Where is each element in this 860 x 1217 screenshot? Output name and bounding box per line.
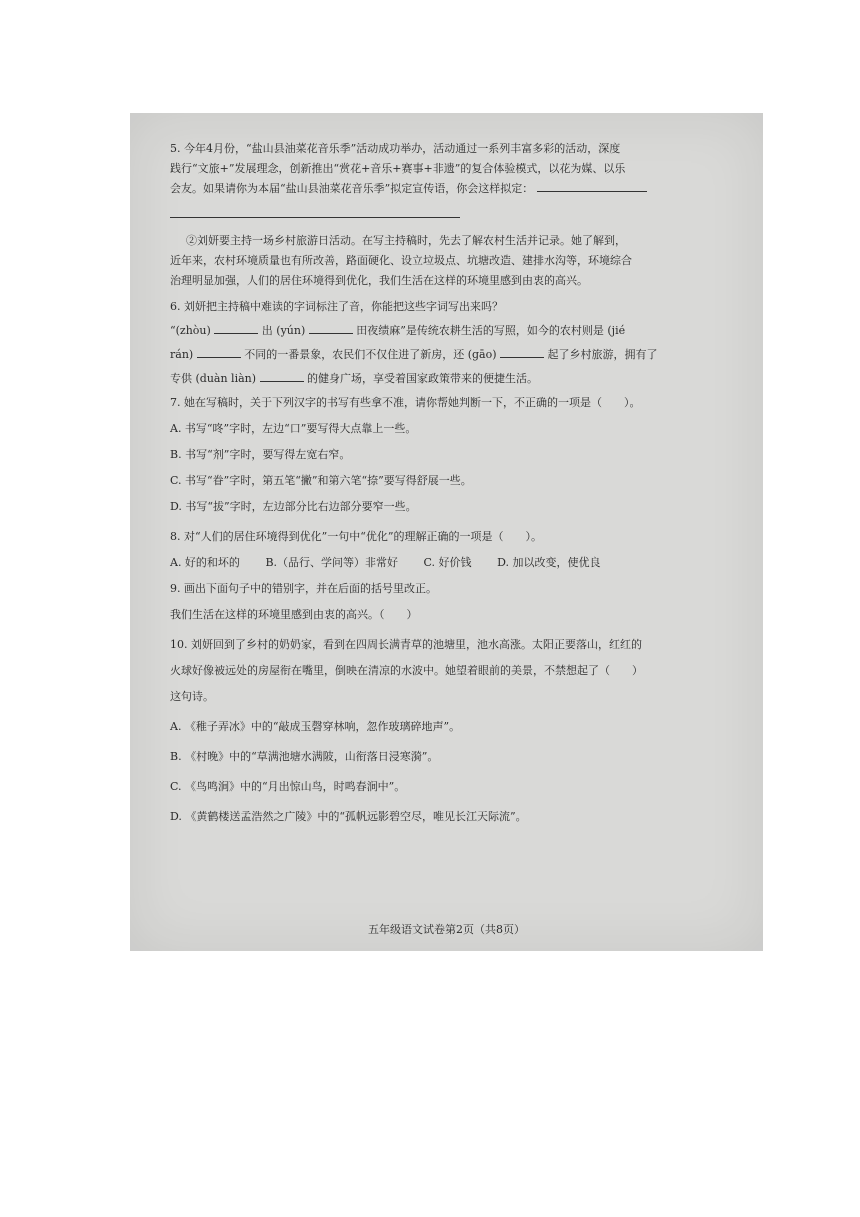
q6-line2	[170, 345, 730, 365]
q8-title: 8. 对“人们的居住环境得到优化”一句中“优化”的理解正确的一项是（ ）。	[170, 530, 542, 543]
passage-line1: ②刘妍要主持一场乡村旅游日活动。在写主持稿时，先去了解农村生活并记录。她了解到，	[186, 234, 626, 247]
q8-option-d[interactable]: D. 加以改变，使优良	[497, 556, 601, 569]
q6-l3a: 专供 (duàn liàn)	[170, 372, 257, 385]
q5-answer-blank-1[interactable]	[537, 180, 647, 192]
q7-option-d[interactable]: D. 书写“拔”字时，左边部分比右边部分要窄一些。	[170, 500, 417, 513]
q5-answer-blank-2[interactable]	[170, 206, 460, 218]
q6-l1c: 田夜绩麻”是传统农耕生活的写照，如今的农村则是 (jié	[356, 324, 626, 337]
q6-title: 6. 刘妍把主持稿中难读的字词标注了音，你能把这些字词写出来吗？	[170, 300, 503, 313]
exam-content	[170, 133, 730, 827]
q5-line2: 践行“文旅+”发展理念，创新推出“赏花+音乐+赛事+非遗”的复合体验模式，以花为媒、以乐	[170, 162, 626, 175]
q6-line1	[170, 321, 730, 341]
q5-line3-text: 会友。如果请你为本届“盐山县油菜花音乐季”拟定宣传语，你会这样拟定：	[170, 182, 534, 195]
passage-line3: 治理明显加强，人们的居住环境得到优化，我们生活在这样的环境里感到由衷的高兴。	[170, 274, 588, 287]
q10-option-d[interactable]: D. 《黄鹤楼送孟浩然之广陵》中的“孤帆远影碧空尽，唯见长江天际流”。	[170, 810, 527, 823]
q6-blank-1[interactable]	[214, 322, 258, 334]
q8-option-c[interactable]: C. 好价钱	[423, 556, 472, 569]
q5-line1: 5. 今年4月份，“盐山县油菜花音乐季”活动成功举办，活动通过一系列丰富多彩的活动，深度	[170, 142, 621, 155]
q6-l2b: 不同的一番景象，农民们不仅住进了新房，还 (gāo)	[244, 348, 497, 361]
q7-option-c[interactable]: C. 书写“眷”字时，第五笔“撇”和第六笔“捺”要写得舒展一些。	[170, 474, 472, 487]
q5-answer-line-2	[170, 205, 730, 225]
q9-title: 9. 画出下面句子中的错别字，并在后面的括号里改正。	[170, 582, 437, 595]
q5-line3	[170, 179, 730, 199]
q8-options	[170, 553, 730, 573]
q6-blank-4[interactable]	[500, 346, 544, 358]
q6-l2a: rán)	[170, 348, 194, 361]
q6-line3	[170, 369, 730, 389]
q6-blank-5[interactable]	[260, 370, 304, 382]
q7-option-b[interactable]: B. 书写“剂”字时，要写得左宽右窄。	[170, 448, 351, 461]
exam-paper-photo	[130, 113, 763, 951]
q10-option-c[interactable]: C. 《鸟鸣涧》中的“月出惊山鸟，时鸣春涧中”。	[170, 780, 406, 793]
q10-line1: 10. 刘妍回到了乡村的奶奶家，看到在四周长满青草的池塘里，池水高涨。太阳正要落山，红红的	[170, 638, 642, 651]
q10-option-a[interactable]: A. 《稚子弄冰》中的“敲成玉磬穿林响，忽作玻璃碎地声”。	[170, 720, 461, 733]
q8-option-a[interactable]: A. 好的和坏的	[170, 556, 240, 569]
q6-l2c: 起了乡村旅游，拥有了	[547, 348, 658, 361]
q6-blank-3[interactable]	[197, 346, 241, 358]
q7-title: 7. 她在写稿时，关于下列汉字的书写有些拿不准，请你帮她判断一下，不正确的一项是（ ）。	[170, 396, 641, 409]
passage-line2: 近年来，农村环境质量也有所改善，路面硬化、设立垃圾点、坑塘改造、建排水沟等，环境综合	[170, 254, 632, 267]
page-footer: 五年级语文试卷第2页（共8页）	[368, 923, 525, 936]
q6-l1b: 出 (yún)	[261, 324, 306, 337]
q10-option-b[interactable]: B. 《村晚》中的“草满池塘水满陂，山衔落日浸寒漪”。	[170, 750, 439, 763]
q9-sentence[interactable]: 我们生活在这样的环境里感到由衷的高兴。（ ）	[170, 608, 418, 621]
q7-option-a[interactable]: A. 书写“咚”字时，左边“口”要写得大点靠上一些。	[170, 422, 417, 435]
q6-blank-2[interactable]	[309, 322, 353, 334]
q8-option-b[interactable]: B.（品行、学问等）非常好	[265, 556, 399, 569]
q10-line2: 火球好像被远处的房屋衔在嘴里，倒映在清凉的水波中。她望着眼前的美景，不禁想起了（ ）	[170, 664, 643, 677]
q6-l3b: 的健身广场，享受着国家政策带来的便捷生活。	[307, 372, 539, 385]
q10-line3: 这句诗。	[170, 690, 214, 703]
q6-l1a: “(zhòu)	[170, 324, 211, 337]
